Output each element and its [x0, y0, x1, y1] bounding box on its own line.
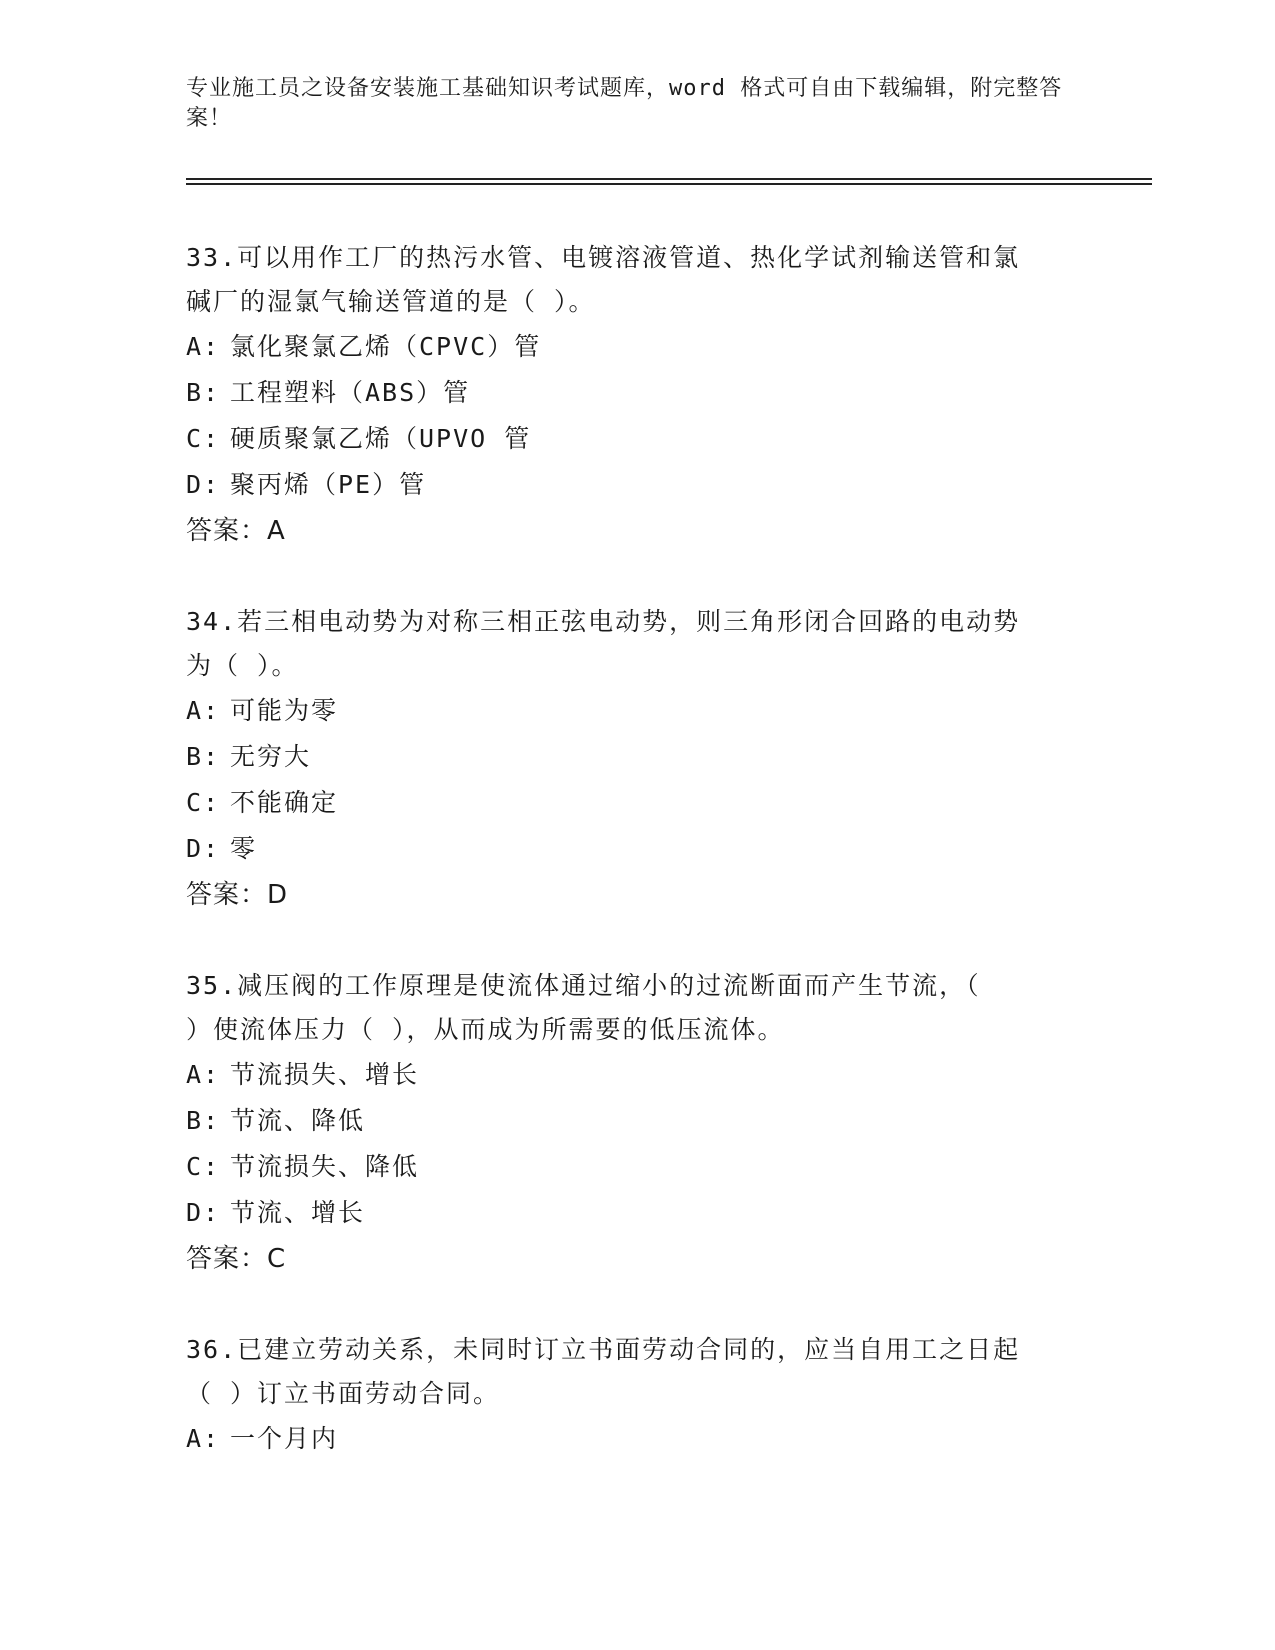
option-text: 硬质聚氯乙烯（UPVO 管: [230, 424, 532, 453]
option-text: 零: [230, 834, 258, 863]
header-divider-bottom: [186, 183, 1152, 185]
option-a: [186, 1416, 1086, 1462]
option-text: 不能确定: [230, 788, 339, 817]
option-d: [186, 1190, 1086, 1236]
answer-label: 答案：A: [186, 516, 286, 546]
question-stem-line: 36.已建立劳动关系，未同时订立书面劳动合同的，应当自用工之日起: [186, 1335, 1021, 1364]
option-letter: B:: [186, 742, 221, 771]
option-text: 一个月内: [230, 1424, 339, 1453]
option-letter: C:: [186, 424, 221, 453]
option-a: [186, 1052, 1086, 1098]
option-letter: D:: [186, 834, 221, 863]
question-33: [186, 236, 1086, 554]
option-b: [186, 1098, 1086, 1144]
option-text: 聚丙烯（PE）管: [230, 470, 427, 499]
option-b: [186, 734, 1086, 780]
question-35: [186, 964, 1086, 1282]
option-text: 节流、增长: [230, 1198, 366, 1227]
option-c: [186, 780, 1086, 826]
option-text: 氯化聚氯乙烯（CPVC）管: [230, 332, 542, 361]
header-divider-top: [186, 178, 1152, 180]
question-stem-line: 33.可以用作工厂的热污水管、电镀溶液管道、热化学试剂输送管和氯: [186, 243, 1021, 272]
option-letter: B:: [186, 378, 221, 407]
option-d: [186, 826, 1086, 872]
option-text: 节流损失、增长: [230, 1060, 420, 1089]
question-stem-line: 碱厂的湿氯气输送管道的是（ ）。: [186, 287, 596, 316]
option-text: 节流、降低: [230, 1106, 366, 1135]
option-d: [186, 462, 1086, 508]
question-34: [186, 600, 1086, 918]
option-letter: A:: [186, 332, 221, 361]
option-letter: B:: [186, 1106, 221, 1135]
option-letter: A:: [186, 1060, 221, 1089]
answer-label: 答案：D: [186, 880, 289, 910]
option-text: 可能为零: [230, 696, 339, 725]
answer-label: 答案：C: [186, 1244, 287, 1274]
option-c: [186, 416, 1086, 462]
option-text: 节流损失、降低: [230, 1152, 420, 1181]
question-stem-line: ）使流体压力（ ），从而成为所需要的低压流体。: [186, 1015, 785, 1044]
option-letter: D:: [186, 1198, 221, 1227]
option-b: [186, 370, 1086, 416]
option-a: [186, 688, 1086, 734]
option-c: [186, 1144, 1086, 1190]
option-text: 工程塑料（ABS）管: [230, 378, 471, 407]
question-stem-line: 为（ ）。: [186, 651, 299, 680]
question-stem-line: （ ）订立书面劳动合同。: [186, 1379, 501, 1408]
option-letter: C:: [186, 1152, 221, 1181]
question-36: [186, 1328, 1086, 1462]
option-a: [186, 324, 1086, 370]
option-letter: A:: [186, 696, 221, 725]
question-stem-line: 35.减压阀的工作原理是使流体通过缩小的过流断面而产生节流，（: [186, 971, 981, 1000]
option-text: 无穷大: [230, 742, 312, 771]
option-letter: D:: [186, 470, 221, 499]
option-letter: A:: [186, 1424, 221, 1453]
question-stem-line: 34.若三相电动势为对称三相正弦电动势，则三角形闭合回路的电动势: [186, 607, 1021, 636]
header-description: 专业施工员之设备安装施工基础知识考试题库，word 格式可自由下载编辑，附完整答案！: [186, 76, 1063, 131]
option-letter: C:: [186, 788, 221, 817]
